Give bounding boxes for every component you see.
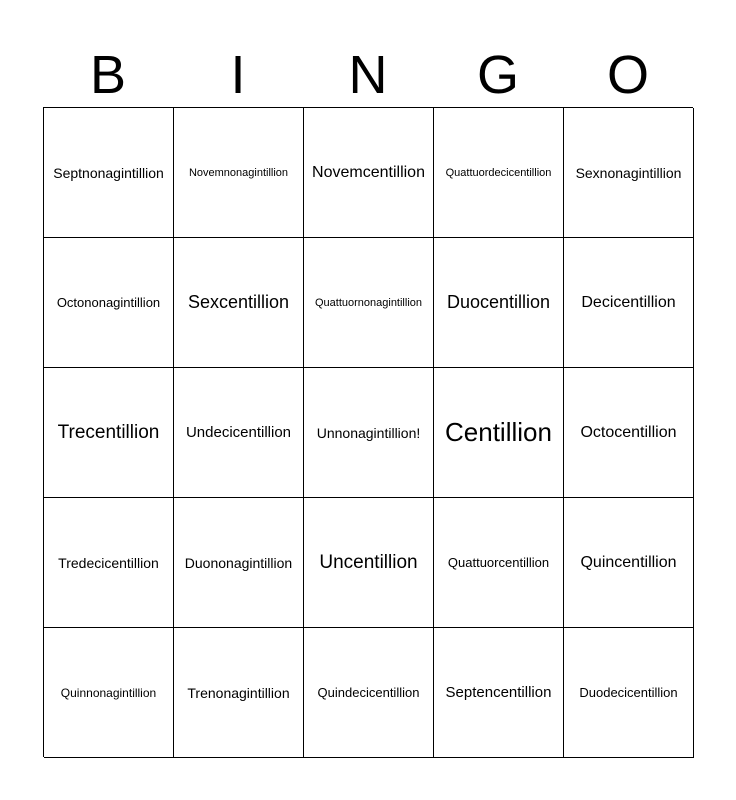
bingo-cell[interactable]: Octononagintillion <box>44 238 174 368</box>
header-letter-i: I <box>230 45 246 105</box>
header-letter-n: N <box>348 45 388 105</box>
bingo-cell[interactable]: Undecicentillion <box>174 368 304 498</box>
bingo-cell[interactable]: Sexcentillion <box>174 238 304 368</box>
bingo-cell[interactable]: Sexnonagintillion <box>564 108 694 238</box>
bingo-cell[interactable]: Centillion <box>434 368 564 498</box>
header-letter-g: G <box>476 45 519 105</box>
bingo-cell[interactable]: Novemcentillion <box>304 108 434 238</box>
bingo-cell[interactable]: Duononagintillion <box>174 498 304 628</box>
bingo-cell[interactable]: Duodecicentillion <box>564 628 694 758</box>
bingo-cell[interactable]: Quinnonagintillion <box>44 628 174 758</box>
header-letter-b: B <box>89 45 127 105</box>
bingo-cell[interactable]: Septencentillion <box>434 628 564 758</box>
bingo-header <box>43 42 693 108</box>
bingo-cell[interactable]: Trecentillion <box>44 368 174 498</box>
bingo-cell[interactable]: Quattuordecicentillion <box>434 108 564 238</box>
bingo-cell[interactable]: Quattuornonagintillion <box>304 238 434 368</box>
bingo-cell[interactable]: Uncentillion <box>304 498 434 628</box>
header-letter-o: O <box>606 45 649 105</box>
bingo-cell[interactable]: Decicentillion <box>564 238 694 368</box>
bingo-cell[interactable]: Quindecicentillion <box>304 628 434 758</box>
bingo-cell[interactable]: Quattuorcentillion <box>434 498 564 628</box>
bingo-cell[interactable]: Trenonagintillion <box>174 628 304 758</box>
bingo-cell[interactable]: Quincentillion <box>564 498 694 628</box>
bingo-cell[interactable]: Novemnonagintillion <box>174 108 304 238</box>
bingo-cell[interactable]: Septnonagintillion <box>44 108 174 238</box>
bingo-cell[interactable]: Duocentillion <box>434 238 564 368</box>
bingo-cell[interactable]: Tredecicentillion <box>44 498 174 628</box>
bingo-cell[interactable]: Octocentillion <box>564 368 694 498</box>
bingo-cell[interactable]: Unnonagintillion! <box>304 368 434 498</box>
bingo-board <box>43 107 693 757</box>
